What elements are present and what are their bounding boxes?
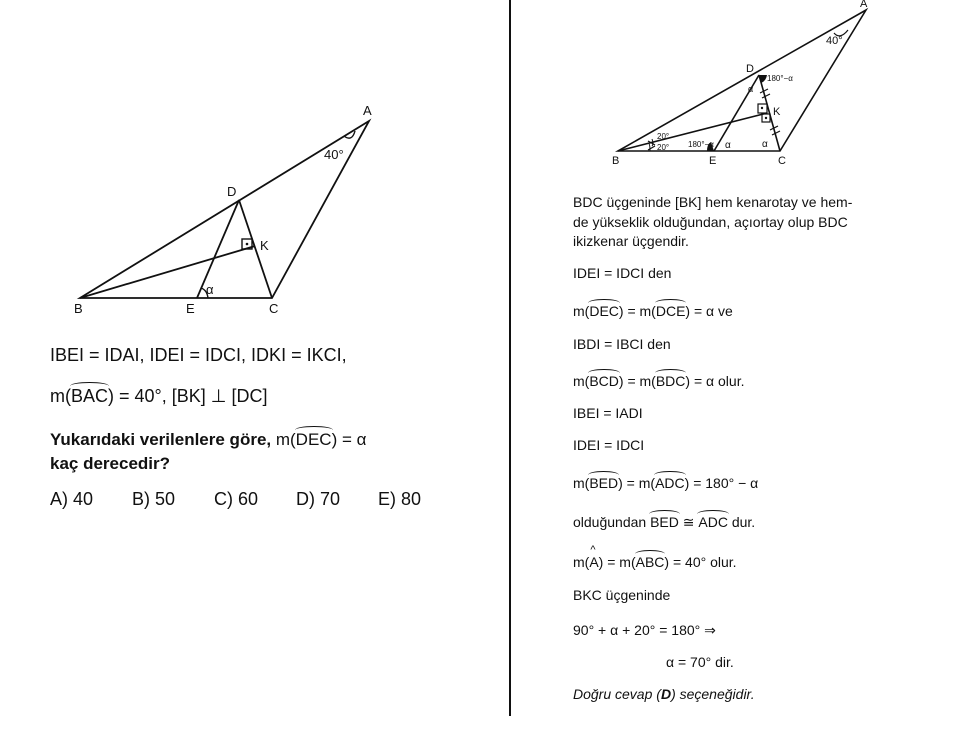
svg-text:E: E <box>709 155 717 167</box>
label-c: C <box>269 301 279 316</box>
arc-dec: DEC <box>295 430 332 449</box>
sol-triangle-abc <box>618 10 866 151</box>
given-line-1: IBEI = IDAI, IDEI = IDCI, IDKI = IKCI, <box>50 345 347 365</box>
label-k: K <box>260 238 269 253</box>
svg-text:α: α <box>725 140 731 151</box>
solution-line-1: IDEI = IDCI den <box>573 265 672 281</box>
label-alpha: α <box>206 282 214 297</box>
svg-text:20°: 20° <box>657 132 670 141</box>
question-line-2: kaç derecedir? <box>50 454 171 473</box>
solution-line-12: α = 70° dir. <box>666 654 734 670</box>
option-a: A) 40 <box>50 489 94 509</box>
svg-text:180°−α: 180°−α <box>688 140 714 149</box>
svg-text:B: B <box>612 155 620 167</box>
solution-line-3: IBDI = IBCI den <box>573 336 671 352</box>
solution-p1-line-2: de yükseklik olduğundan, açıortay olup BDC <box>573 214 848 230</box>
answer-line: Doğru cevap (D) seçeneğidir. <box>573 686 755 702</box>
label-e: E <box>186 301 195 316</box>
svg-text:180°−α: 180°−α <box>767 74 793 83</box>
svg-text:α: α <box>748 84 754 94</box>
solution-line-8: olduğundan BED ≅ ADC dur. <box>573 514 756 530</box>
arc-bac: BAC <box>71 386 109 406</box>
label-b: B <box>74 301 83 316</box>
option-d: D) 70 <box>296 489 341 509</box>
label-a: A <box>363 103 372 118</box>
solution-line-6: IDEI = IDCI <box>573 437 645 453</box>
solution-line-7: m(BED) = m(ADC) = 180° − α <box>573 475 759 491</box>
svg-text:20°: 20° <box>657 143 670 152</box>
option-c: C) 60 <box>214 489 259 509</box>
solution-line-2: m(DEC) = m(DCE) = α ve <box>573 303 733 319</box>
svg-text:A: A <box>860 0 868 10</box>
svg-text:K: K <box>773 106 781 118</box>
solution-line-4: m(BCD) = m(BDC) = α olur. <box>573 373 745 389</box>
label-angle-a: 40° <box>324 147 344 162</box>
solution-p1-line-3: ikizkenar üçgendir. <box>573 233 689 249</box>
solution-line-9: m(^ A) = m(ABC) = 40° olur. <box>573 554 737 570</box>
svg-text:40°: 40° <box>826 35 843 47</box>
svg-text:α: α <box>762 139 768 150</box>
svg-text:C: C <box>778 155 786 167</box>
label-d: D <box>227 184 237 199</box>
solution-line-5: IBEI = IADI <box>573 405 643 421</box>
question-line-1: Yukarıdaki verilenlere göre, m(DEC) = α <box>50 430 367 449</box>
svg-text:D: D <box>746 63 754 75</box>
solution-line-11: 90° + α + 20° = 180° ⇒ <box>573 622 716 638</box>
solution-line-10: BKC üçgeninde <box>573 587 671 603</box>
option-b: B) 50 <box>132 489 176 509</box>
option-e: E) 80 <box>378 489 422 509</box>
solution-p1-line-1: BDC üçgeninde [BK] hem kenarotay ve hem- <box>573 194 853 210</box>
given-line-2: m(BAC) = 40°, [BK] ⊥ [DC] <box>50 386 268 406</box>
